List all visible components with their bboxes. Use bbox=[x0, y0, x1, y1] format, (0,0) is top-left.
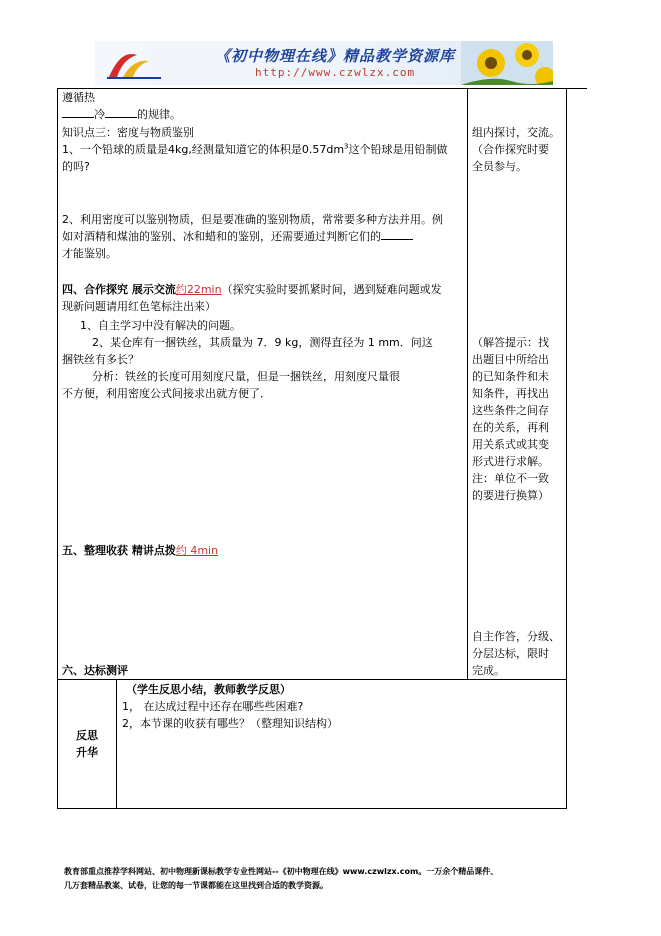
section-4-item-2: 2、某仓库有一捆铁丝，其质量为 7．9 kg，测得直径为 1 mm．问这 bbox=[92, 336, 433, 349]
question-2-end: 才能鉴别。 bbox=[62, 247, 117, 260]
side-note-3: 自主作答，分级、 分层达标，限时 完成。 bbox=[472, 630, 560, 677]
side-note-1: 组内探讨，交流。 （合作探究时要 全员参与。 bbox=[472, 126, 560, 173]
fill-blank[interactable] bbox=[381, 229, 413, 240]
analysis: 分析：铁丝的长度可用刻度尺量，但是一捆铁丝，用刻度尺量很 bbox=[92, 370, 400, 383]
section-5-heading: 五、整理收获 精讲点拨约 4min bbox=[62, 544, 219, 557]
page-footer: 教育部重点推荐学科网站、初中物理新课标教学专业性网站--《初中物理在线》www.czwlzx.com。一万余个精品课件、 几万套精品教案、试卷，让您的每一节课都能在这里找到合适的教学资源。 bbox=[64, 867, 499, 890]
section-6-heading: 六、达标测评 bbox=[62, 664, 128, 677]
reflect-item-1: 1， 在达成过程中还存在哪些些困难? bbox=[122, 700, 304, 713]
reflect-label: 反思 升华 bbox=[76, 729, 98, 759]
section-4-item-2-cont: 捆铁丝有多长？ bbox=[62, 353, 139, 366]
header-banner bbox=[95, 41, 553, 85]
table-divider-vertical bbox=[467, 88, 468, 680]
reflect-heading: （学生反思小结，教师教学反思） bbox=[126, 683, 291, 696]
question-2-cont: 如对酒精和煤油的鉴别、冰和蜡和的鉴别，还需要通过判断它们的 bbox=[62, 228, 413, 245]
section-4-heading: 四、合作探究 展示交流约22min（探究实验时要抓紧时间，遇到疑难问题或发 bbox=[62, 283, 442, 296]
reflect-divider-vertical bbox=[116, 679, 117, 809]
table-row-divider bbox=[57, 679, 567, 680]
analysis-cont: 不方便，利用密度公式间接求出就方便了． bbox=[62, 387, 271, 400]
question-1: 1、一个铅球的质量是4kg,经测量知道它的体积是$0.57dm^3$这个铅球是用铅制做 bbox=[62, 142, 448, 156]
section-4-note: 现新问题请用红色笔标注出来） bbox=[62, 300, 216, 313]
reflect-border-left bbox=[57, 679, 58, 809]
side-note-2: （解答提示：找 出题目中所给出 的已知条件和未 知条件，再找出 这些条件之间存 在的关系，再利 用关系式或其变 形式进行求解。 注：单位不一致 的要进行换算） bbox=[472, 336, 549, 502]
table-border-bottom bbox=[57, 808, 567, 809]
fill-blank[interactable] bbox=[62, 107, 94, 118]
fill-blank[interactable] bbox=[105, 107, 137, 118]
header-rule bbox=[57, 88, 587, 89]
question-2: 2、利用密度可以鉴别物质，但是要准确的鉴别物质，常常要多种方法并用。例 bbox=[62, 213, 443, 226]
banner-title: 《初中物理在线》精品教学资源库 bbox=[215, 47, 456, 65]
banner-url[interactable]: http://www.czwlzx.com bbox=[255, 66, 416, 79]
table-border-left bbox=[57, 88, 58, 680]
content-line-1: 遵循热 bbox=[62, 91, 95, 104]
content-line-2: 冷 的规律。 bbox=[62, 106, 181, 123]
section-4-item-1: 1、自主学习中没有解决的问题。 bbox=[80, 319, 241, 332]
sunflower-icon bbox=[461, 41, 553, 85]
question-1-cont: 的吗? bbox=[62, 160, 90, 173]
reflect-item-2: 2，本节课的收获有哪些？（整理知识结构） bbox=[122, 717, 338, 730]
site-logo-icon bbox=[103, 45, 167, 81]
knowledge-point-3: 知识点三：密度与物质鉴别 bbox=[62, 126, 194, 139]
